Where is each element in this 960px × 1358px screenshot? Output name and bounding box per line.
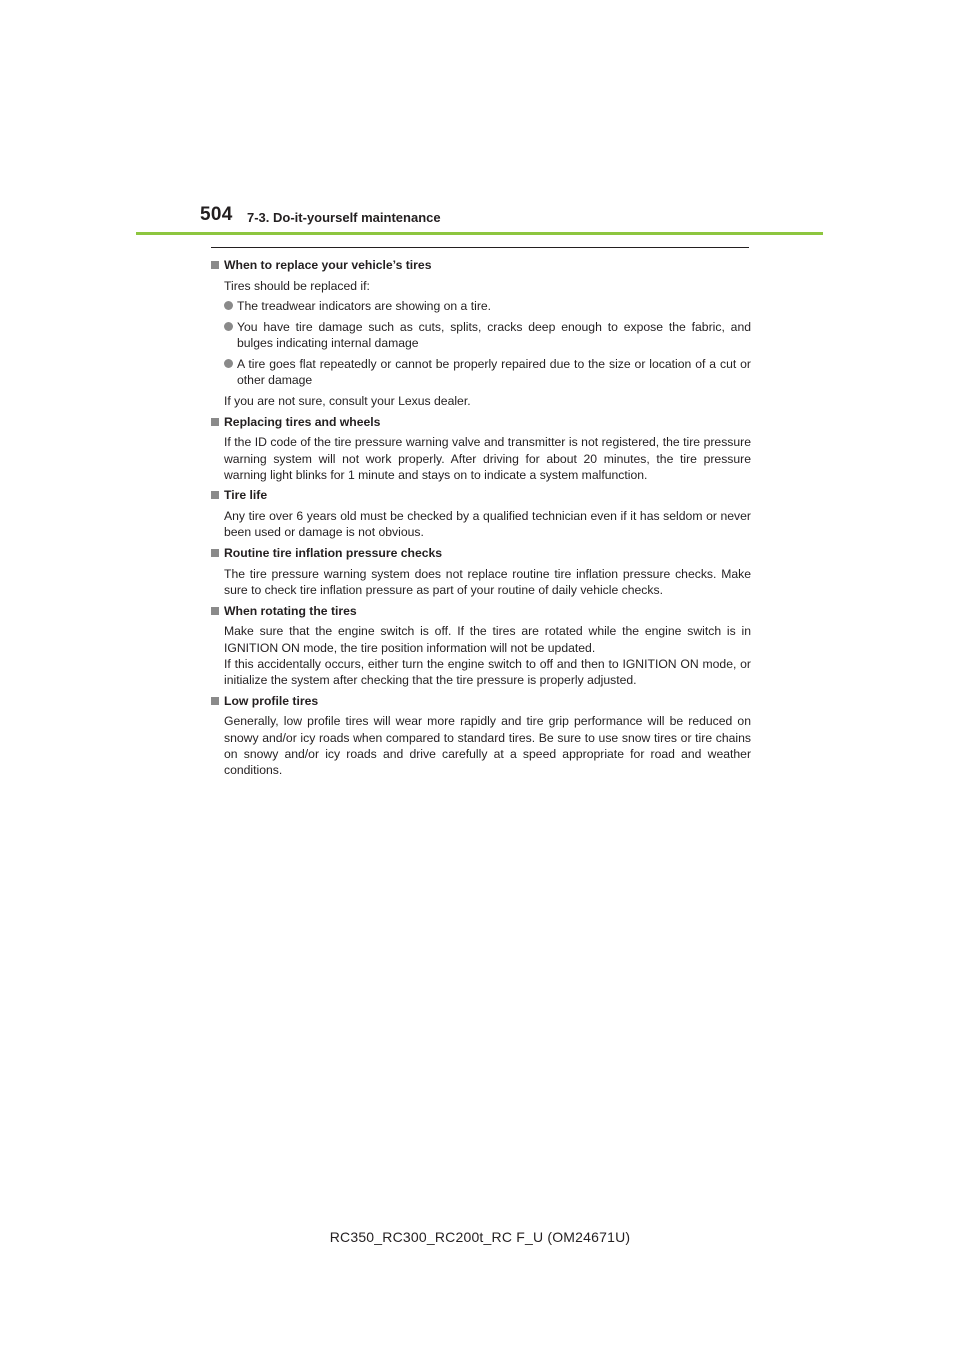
heading-text: Low profile tires [224,693,319,708]
square-bullet-icon [211,697,219,705]
heading-text: When rotating the tires [224,603,357,618]
circle-bullet-icon [224,301,233,310]
section-title: 7-3. Do-it-yourself maintenance [247,210,441,225]
section-heading [211,693,751,709]
section-low-profile [211,693,751,779]
section-body: Make sure that the engine switch is off. If the tires are rotated while the engine switch is in IGNITION ON mode, the tire position information will not be updated. [224,624,751,655]
list-item [224,356,751,388]
list-item [224,298,751,314]
section-replacing-tires [211,414,751,483]
section-body-continued: If this accidentally occurs, either turn the engine switch to off and then to IGNITION ON mode, or initialize the system after checking that the tire pressure is properly adjusted. [224,656,751,687]
section-body: If the ID code of the tire pressure warning valve and transmitter is not registered, the tire pressure warning system will not work properly. After driving for about 20 minutes, the tire pressure warning light blinks for 1 minute and stays on to indicate a system malfunction. [224,435,751,482]
square-bullet-icon [211,261,219,269]
heading-text: When to replace your vehicle’s tires [224,258,432,272]
square-bullet-icon [211,549,219,557]
list-item-text: You have tire damage such as cuts, splits, cracks deep enough to expose the fabric, and bulges indicating internal damage [237,320,751,351]
square-bullet-icon [211,418,219,426]
circle-bullet-icon [224,359,233,368]
section-when-to-replace [211,257,751,409]
section-heading [211,545,751,561]
section-pressure-checks [211,545,751,598]
section-body: Any tire over 6 years old must be checked by a qualified technician even if it has seldom or never been used or damage is not obvious. [224,509,751,540]
section-rotating-tires [211,603,751,689]
section-heading [211,414,751,430]
heading-text: Tire life [224,488,268,503]
section-heading [211,487,751,503]
page-number: 504 [200,204,233,225]
section-outro: If you are not sure, consult your Lexus dealer. [224,393,471,408]
footer-model-code: RC350_RC300_RC200t_RC F_U (OM24671U) [329,1229,631,1245]
section-body: The tire pressure warning system does not replace routine tire inflation pressure checks. Make sure to check tire inflation pressure as part of your routine of daily vehicle checks. [224,566,751,597]
heading-text: Routine tire inflation pressure checks [224,546,443,561]
square-bullet-icon [211,491,219,499]
list-item-text: A tire goes flat repeatedly or cannot be properly repaired due to the size or location of a cut or other damage [237,357,751,388]
list-item-text: The treadwear indicators are showing on a tire. [237,299,492,314]
square-bullet-icon [211,607,219,615]
list-item [224,319,751,351]
content-area [211,257,751,778]
content-top-rule [211,247,749,248]
section-intro: Tires should be replaced if: [224,278,370,293]
circle-bullet-icon [224,322,233,331]
heading-text: Replacing tires and wheels [224,414,381,429]
section-heading [211,257,751,273]
section-tire-life [211,487,751,540]
header-green-rule [136,232,823,235]
section-body: Generally, low profile tires will wear more rapidly and tire grip performance will be reduced on snowy and/or icy roads when compared to standard tires. Be sure to use snow tires or tire chains on snowy and/or icy roads and drive carefully at a speed appropriate for road and weather conditions. [224,714,751,777]
section-heading [211,603,751,619]
